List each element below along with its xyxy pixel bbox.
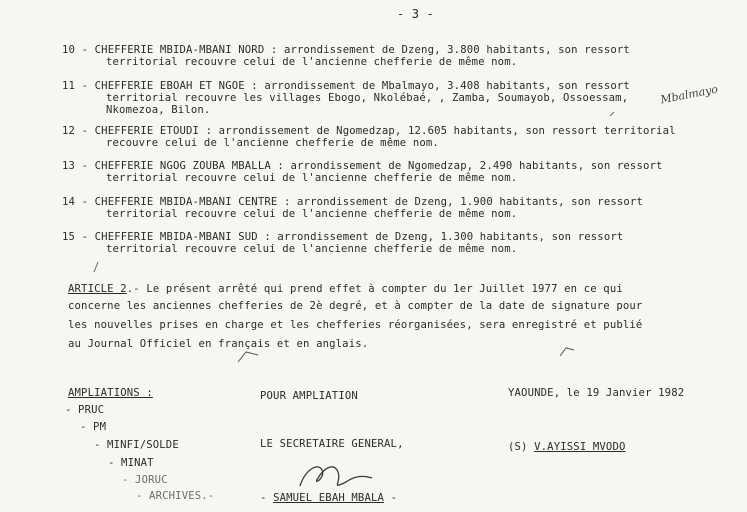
list-item-12-line-1: 12 - CHEFFERIE ETOUDI : arrondissement de Ngomedzap, 12.605 habitants, son ressort territorial <box>62 125 676 137</box>
secretary-name-text: SAMUEL EBAH MBALA <box>273 492 385 504</box>
ampliations-item: - PRUC <box>65 404 105 416</box>
list-item-15-line-1: 15 - CHEFFERIE MBIDA-MBANI SUD : arrondissement de Dzeng, 1.300 habitants, son ressort <box>62 231 624 243</box>
list-item-11-line-2: territorial recouvre les villages Ebogo, Nkolébaé, , Zamba, Soumayob, Ossoessam, <box>106 92 629 104</box>
tick-mark <box>610 112 614 116</box>
list-item-11-line-1: 11 - CHEFFERIE EBOAH ET NGOE : arrondissement de Mbalmayo, 3.408 habitants, son ressort <box>62 80 630 92</box>
article-2-line-3: les nouvelles prises en charge et les chefferies réorganisées, sera enregistré et publié <box>68 319 643 331</box>
list-item-10-line-2: territorial recouvre celui de l'ancienne chefferie de même nom. <box>106 56 518 68</box>
article-2-line-2: concerne les anciennes chefferies de 2è degré, et à compter de la date de signature pour <box>68 300 643 312</box>
ampliations-item: - ARCHIVES.- <box>136 490 215 502</box>
checkmark-mark <box>238 352 258 362</box>
dash-left: - <box>260 492 274 504</box>
list-item-11-line-3: Nkomezoa, Bilon. <box>106 104 211 116</box>
list-item-14-line-1: 14 - CHEFFERIE MBIDA-MBANI CENTRE : arrondissement de Dzeng, 1.900 habitants, son ressort <box>62 196 643 208</box>
list-item-15-line-2: territorial recouvre celui de l'ancienne chefferie de même nom. <box>106 243 518 255</box>
place-date: YAOUNDE, le 19 Janvier 1982 <box>508 387 685 399</box>
article-2-heading: ARTICLE 2 <box>68 283 127 295</box>
ampliations-item: - MINFI/SOLDE <box>94 439 179 451</box>
tick-mark <box>94 262 98 272</box>
signatory-name: V.AYISSI MVODO <box>534 441 626 453</box>
signatory-mark: (S) <box>508 441 535 453</box>
list-item-14-line-2: territorial recouvre celui de l'ancienne chefferie de même nom. <box>106 208 518 220</box>
ampliations-item: - MINAT <box>108 457 154 469</box>
list-item-12-line-2: recouvre celui de l'ancienne chefferie de même nom. <box>106 137 439 149</box>
list-item-13-line-2: territorial recouvre celui de l'ancienne chefferie de même nom. <box>106 172 518 184</box>
pour-ampliation: POUR AMPLIATION <box>260 390 358 402</box>
page-number: - 3 - <box>397 7 434 21</box>
checkmark-mark <box>560 348 574 356</box>
ampliations-heading: AMPLIATIONS : <box>68 387 153 399</box>
article-2-line-4: au Journal Officiel en français et en anglais. <box>68 338 369 350</box>
ampliations-item: - PM <box>80 421 107 433</box>
ampliations-item: - JORUC <box>122 474 168 486</box>
handwritten-margin-note: Mbalmayo <box>659 82 719 107</box>
list-item-13-line-1: 13 - CHEFFERIE NGOG ZOUBA MBALLA : arrondissement de Ngomedzap, 2.490 habitants, son ressort <box>62 160 663 172</box>
signature-scribble <box>300 467 372 486</box>
list-item-10-line-1: 10 - CHEFFERIE MBIDA-MBANI NORD : arrondissement de Dzeng, 3.800 habitants, son ressort <box>62 44 630 56</box>
dash-right: - <box>384 492 398 504</box>
article-2-line-1-text: .- Le présent arrêté qui prend effet à compter du 1er Juillet 1977 en ce qui <box>126 283 623 295</box>
secretary-general-title: LE SECRETAIRE GENERAL, <box>260 438 404 450</box>
